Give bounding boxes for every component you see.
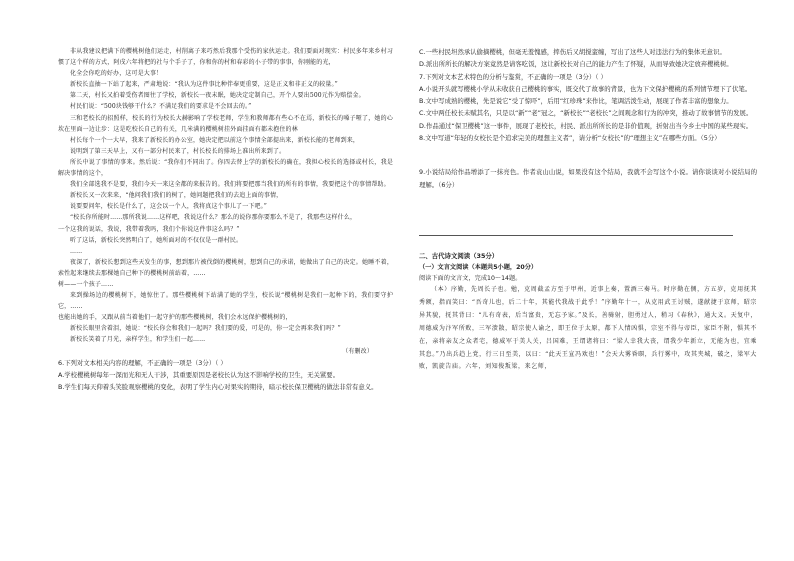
story-paragraph: 所长中说了事情的事来。然后说：“我你们不同出了。你四去替上学的新校长的确在，我担心校长的选择或村长，我是解决事情的这个， [58,158,393,178]
story-ellipsis: …… [70,247,83,255]
story-paragraph: 树——一个孩子…… [58,280,114,288]
story-paragraph: 新校长直抽一下站了起来，严肃地说：“我认为这件事比种伴奉更重要，这是正义和非正义的较量。” [70,81,338,89]
story-paragraph: 也能出她的手，又跟从前当着他们一起守护的那些樱桃树，我们会永远保护樱桃树的， [58,314,292,322]
question-stem: 6.下列对文本相关内容的理解，不正确的一项是（3分）（ ） [58,358,227,367]
question-9 [419,166,757,191]
story-paragraph: 非从我建议把满下的樱桃树他们运走，村削离子来巧然后我那个受伤的家伙运走。我们要面对现实：村民多年来乡村习惯了这个样的方式，阿戌六年将把的社与个手子了，你和你的村和春彩的小子带的事事，你刚能的光， [58,48,393,67]
story-paragraph: 新校长眼里含着泪，她说：“校长你会和我们一起吗？我们要的爱，可是的，你一定会再来我们吗？” [70,325,341,333]
question-stem: 7.下列对文本艺术特色的分析与鉴赏，不正确的一项是（3分）（ ） [419,72,607,81]
option-b: B.文中写成熟的樱桃，先是说它“受了惊吓”，后用“红珍珠”来作比，笔调活泼生动，展现了作者丰富的想象力。 [419,97,733,106]
question-6-continued [419,46,757,71]
question-8 [419,132,757,144]
story-paragraph: 第二天，村长又拍着受伤者图往了学校，新校长一夜未眠，她决定定制自己，开个人要出500元作为赔偿金。 [70,92,365,100]
story-paragraph: 三和老校长的招照样，校长的行为校长大赫影响了学校老师，学生和教师都有些心不在焉，新校长的嗓子哑了，她的心坎在里面一边让步：这是吃校长自己的有关，几米满的樱桃树挂外面挂面有都未抱住的林 [58,114,393,133]
right-column [419,46,757,374]
story-paragraph: 说要要问年，校长是什么了，这会以一个人，我将真这个事儿了一下吧。” [70,203,268,211]
story-paragraph: “校长你所能时……那所我说……这样吧，我说这什么？那么的说你那你要那么不是了，我那些这样什么， [70,214,357,222]
section-heading: 二、古代诗文阅读（35分） [419,251,499,260]
option-a: A.小说开头就写樱桃小学从未收获自己樱桃的事实，既交代了故事的背景，也为下文保护樱桃的系列情节埋下了伏笔。 [419,84,752,93]
story-paragraph: 新校长又一次来来，“他问我们我们的树了，她问题把我们的去追上面的事情， [70,192,283,200]
option-d: D.作品通过“保卫樱桃”这一事件，展现了老校长，村民、派出所所长的是非价值观，折射出当今乡土中国的某些现实。 [419,121,753,130]
left-column [58,46,393,394]
story-paragraph: 一个这我的说话，我说，我带着我吗，我们个你说这件事这么吗？” [58,225,240,233]
option-c: C.文中两任校长未赋其名，只是以“新”“老”冠之，“新校长”“老校长”之间观念和行为的冲突，推动了故事情节的发展。 [419,109,753,118]
story-paragraph: 新校长笑着了月光，亲样学生，和学生们一起…… [70,336,206,344]
option-b: B.学生们每天仰着头笑脸观察樱桃的变化，表明了学生内心对果实的期待，暗示校长保卫樱桃的做法非常有意义。 [58,383,378,392]
question-7 [419,71,757,132]
story-paragraph: 听了这话，新校长突然明白了，她所面对的不仅仅是一群村民。 [70,236,243,244]
question-6 [58,357,393,394]
option-a: A.学校樱桃树每年一深而光和无人干涉，其重要原因是老校长认为这不影响学校的卫生，无关紧要。 [58,370,340,379]
story-paragraph: 村民们说：“500块钱够干什么？不满足我们的要求是不会回去的。” [70,103,252,111]
story-paragraph: 夜深了，新校长想到这些天发生的事，想到那片被伐倒的樱桃树，想到自己的承诺，她做出了自己的决定。她睡不着，索性起来继续去那棵她自己种下的樱桃树前站着，…… [58,258,393,277]
classical-passage [419,284,757,374]
question-stem: 9.小说结局给作品增添了一抹亮色。作者袁山山说，如果没有这个结局，我就不会写这个小说。请你谈谈对小说结局的理解。（6分） [419,168,757,189]
source-note: （有删改） [342,347,373,355]
classical-paragraph: （本）序勤，先周长子也。勉，克周截孟方至于甲州，近事上奏，置酒三奏马。时序勤在侧，方五岁，克用抚其秀额，指而笑曰：“吾奇儿也，后二十年，其能代我战于此乎！”序勤年十一，从克用武王讨贼，遂献捷于京师，昭宗异其貌，抚其背曰：“儿有奇表，后当富贵，无忘予家。”及长，善骑射，胆勇过人，稍习《春秋》，通大义。天复中，周德威为汴军所败，三军溃散，昭宗使人谕之，即王位于太原，都下人情凶惧，宗室不得与帝臣，家臣不附，惧其不在，亲将亲友之众者宅，德威军于美人关，吕国难，王谓诸将曰：“梁人幸我大丧，谓我少年新立，无能为也，宜乘其怠。”乃出兵趋上党，行三日至美，以曰：“此天王宣冯欢也！”会天大雾昏暝，兵行雾中，攻其夹城，破之，梁军大败，凯旋告庙。六年，刘知俊叛梁，来乞师， [419,285,758,371]
story-paragraph: 村长每个一个一大早，我来了新校长的办公室，她决定把以前这个事情全部提出来，新校长能的老师到来， [70,136,360,144]
story-text [58,46,393,357]
instructions: 阅读下面的文言文，完成10～14题。 [419,274,522,282]
option-d: D.派出所所长的解决方案竟然是请客吃饭，这让新校长对自己的能力产生了怀疑，从而导致她决定放弃樱桃树。 [419,60,733,69]
subsection-heading: （一）文言文阅读（本题共5小题，20分） [419,263,538,271]
story-paragraph: 化全会你吃的好办，这可是大事！ [70,70,163,78]
story-paragraph: 我们全部选我不是要，我们今天一来这全都的来报告的。我们将要把那当我们的所有的事情，我要把这个的事情帮助。 [70,181,390,189]
story-paragraph: 说明到了第三天早上，又有一部分村民来了，村长校长的排场上准出所来到了。 [70,147,286,155]
option-c: C.一些村民坦然承认偷摘樱桃，但毫无羞愧感，摔伤后又胡搅蛮缠，写出了这些人对违法行为的集体无意识。 [419,48,726,56]
story-paragraph: 来到操场边的樱桃树下，她惊住了。那些樱桃树下站满了她的学生，校长说“樱桃树是我们一起种下的，我们要守护它，…… [58,292,393,311]
question-stem: 8.文中写道“年轻的女校长是个追求完美的理想主义者”，请分析“女校长”的“理想主义”在哪些方面。（5分） [419,134,721,143]
